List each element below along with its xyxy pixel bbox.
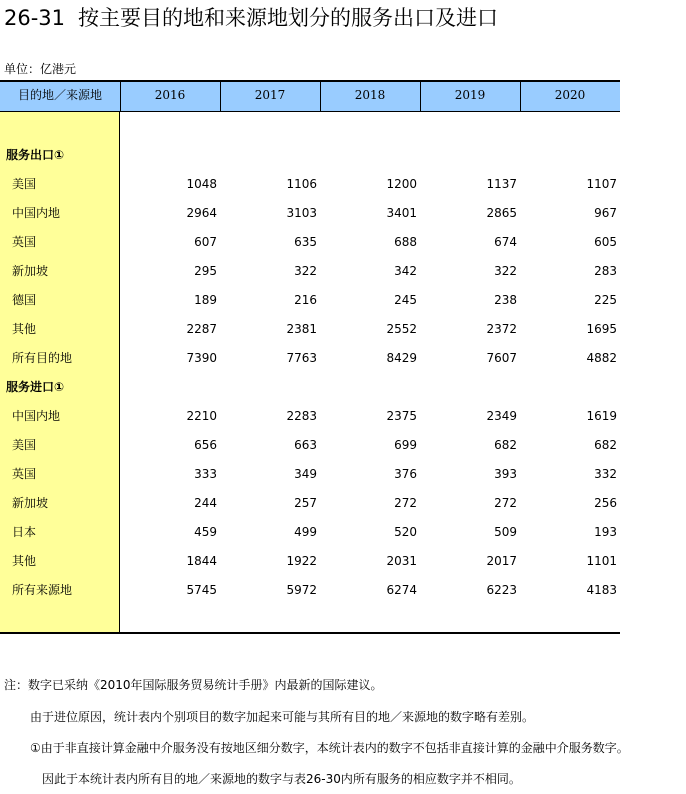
cell-value: 688 [394, 235, 417, 249]
cell-value: 967 [594, 206, 617, 220]
table-row [0, 547, 620, 576]
cell-value: 520 [394, 525, 417, 539]
cell-value: 605 [594, 235, 617, 249]
table-row [0, 344, 620, 373]
header-year-2019: 2019 [454, 88, 486, 102]
cell-value: 1107 [586, 177, 617, 191]
row-label: 美国 [12, 177, 37, 191]
cell-value: 225 [594, 293, 617, 307]
cell-value: 376 [394, 467, 417, 481]
cell-value: 1106 [286, 177, 317, 191]
cell-value: 256 [594, 496, 617, 510]
cell-value: 8429 [386, 351, 417, 365]
cell-value: 349 [294, 467, 317, 481]
cell-value: 295 [194, 264, 217, 278]
table-row [0, 315, 620, 344]
cell-value: 656 [194, 438, 217, 452]
cell-value: 682 [494, 438, 517, 452]
cell-value: 5745 [186, 583, 217, 597]
row-label: 所有来源地 [12, 583, 73, 597]
cell-value: 2381 [286, 322, 317, 336]
cell-value: 1844 [186, 554, 217, 568]
header-year-2017: 2017 [254, 88, 286, 102]
header-divider [520, 80, 521, 111]
table-row [0, 228, 620, 257]
row-label: 中国内地 [12, 206, 61, 220]
cell-value: 2017 [486, 554, 517, 568]
cell-value: 3401 [386, 206, 417, 220]
row-label: 英国 [12, 235, 37, 249]
cell-value: 2552 [386, 322, 417, 336]
header-year-2020: 2020 [554, 88, 586, 102]
header-destination-source: 目的地／来源地 [17, 88, 102, 102]
section-label: 服务出口① [6, 148, 65, 162]
cell-value: 2283 [286, 409, 317, 423]
cell-value: 2210 [186, 409, 217, 423]
table-row [0, 518, 620, 547]
table-number: 26-31 [4, 6, 66, 30]
cell-value: 663 [294, 438, 317, 452]
header-year-2018: 2018 [354, 88, 386, 102]
cell-value: 1101 [586, 554, 617, 568]
cell-value: 1137 [486, 177, 517, 191]
table-header [0, 80, 620, 111]
cell-value: 245 [394, 293, 417, 307]
header-divider [120, 80, 121, 111]
header-divider [320, 80, 321, 111]
cell-value: 2865 [486, 206, 517, 220]
unit-label: 单位：亿港元 [4, 62, 77, 76]
cell-value: 509 [494, 525, 517, 539]
cell-value: 283 [594, 264, 617, 278]
cell-value: 393 [494, 467, 517, 481]
cell-value: 5972 [286, 583, 317, 597]
cell-value: 322 [494, 264, 517, 278]
header-year-2016: 2016 [154, 88, 186, 102]
note-rounding: 由于进位原因，统计表内个别项目的数字加起来可能与其所有目的地／来源地的数字略有差别。 [30, 710, 535, 724]
cell-value: 1619 [586, 409, 617, 423]
row-label: 德国 [12, 293, 37, 307]
note-main: 注：数字已采纳《2010年国际服务贸易统计手册》内最新的国际建议。 [4, 678, 383, 692]
row-label: 其他 [12, 554, 37, 568]
cell-value: 7390 [186, 351, 217, 365]
page-title [4, 2, 498, 32]
cell-value: 2372 [486, 322, 517, 336]
row-label: 中国内地 [12, 409, 61, 423]
table-row [0, 402, 620, 431]
cell-value: 499 [294, 525, 317, 539]
header-divider [220, 80, 221, 111]
cell-value: 257 [294, 496, 317, 510]
row-label: 日本 [12, 525, 37, 539]
cell-value: 2287 [186, 322, 217, 336]
cell-value: 193 [594, 525, 617, 539]
cell-value: 2375 [386, 409, 417, 423]
cell-value: 2031 [386, 554, 417, 568]
cell-value: 189 [194, 293, 217, 307]
row-label: 新加坡 [12, 264, 49, 278]
cell-value: 272 [494, 496, 517, 510]
row-label: 美国 [12, 438, 37, 452]
cell-value: 244 [194, 496, 217, 510]
cell-value: 333 [194, 467, 217, 481]
cell-value: 7607 [486, 351, 517, 365]
row-label: 所有目的地 [12, 351, 73, 365]
cell-value: 216 [294, 293, 317, 307]
table-row [0, 460, 620, 489]
section-heading [0, 141, 620, 170]
table-row [0, 257, 620, 286]
cell-value: 635 [294, 235, 317, 249]
row-label: 英国 [12, 467, 37, 481]
table-bottom-rule [0, 632, 620, 634]
cell-value: 332 [594, 467, 617, 481]
section-label: 服务进口① [6, 380, 65, 394]
row-label: 新加坡 [12, 496, 49, 510]
cell-value: 1922 [286, 554, 317, 568]
note-fisim: ①由于非直接计算金融中介服务没有按地区细分数字，本统计表内的数字不包括非直接计算的金融中介服务数字。 [30, 741, 629, 755]
row-label: 其他 [12, 322, 37, 336]
cell-value: 699 [394, 438, 417, 452]
cell-value: 3103 [286, 206, 317, 220]
header-divider [420, 80, 421, 111]
data-table [0, 80, 620, 634]
cell-value: 272 [394, 496, 417, 510]
table-row [0, 431, 620, 460]
table-top-rule [0, 80, 620, 82]
table-row [0, 489, 620, 518]
cell-value: 1695 [586, 322, 617, 336]
cell-value: 7763 [286, 351, 317, 365]
cell-value: 4183 [586, 583, 617, 597]
cell-value: 6223 [486, 583, 517, 597]
table-title: 按主要目的地和来源地划分的服务出口及进口 [78, 6, 498, 30]
section-heading [0, 373, 620, 402]
cell-value: 2349 [486, 409, 517, 423]
note-fisim-continued: 因此于本统计表内所有目的地／来源地的数字与表26-30内所有服务的相应数字并不相同。 [42, 772, 521, 786]
cell-value: 342 [394, 264, 417, 278]
cell-value: 682 [594, 438, 617, 452]
cell-value: 459 [194, 525, 217, 539]
table-row [0, 576, 620, 605]
cell-value: 4882 [586, 351, 617, 365]
table-row [0, 286, 620, 315]
cell-value: 6274 [386, 583, 417, 597]
cell-value: 674 [494, 235, 517, 249]
cell-value: 322 [294, 264, 317, 278]
cell-value: 238 [494, 293, 517, 307]
table-row [0, 170, 620, 199]
cell-value: 1048 [186, 177, 217, 191]
cell-value: 2964 [186, 206, 217, 220]
cell-value: 1200 [386, 177, 417, 191]
cell-value: 607 [194, 235, 217, 249]
table-row [0, 199, 620, 228]
